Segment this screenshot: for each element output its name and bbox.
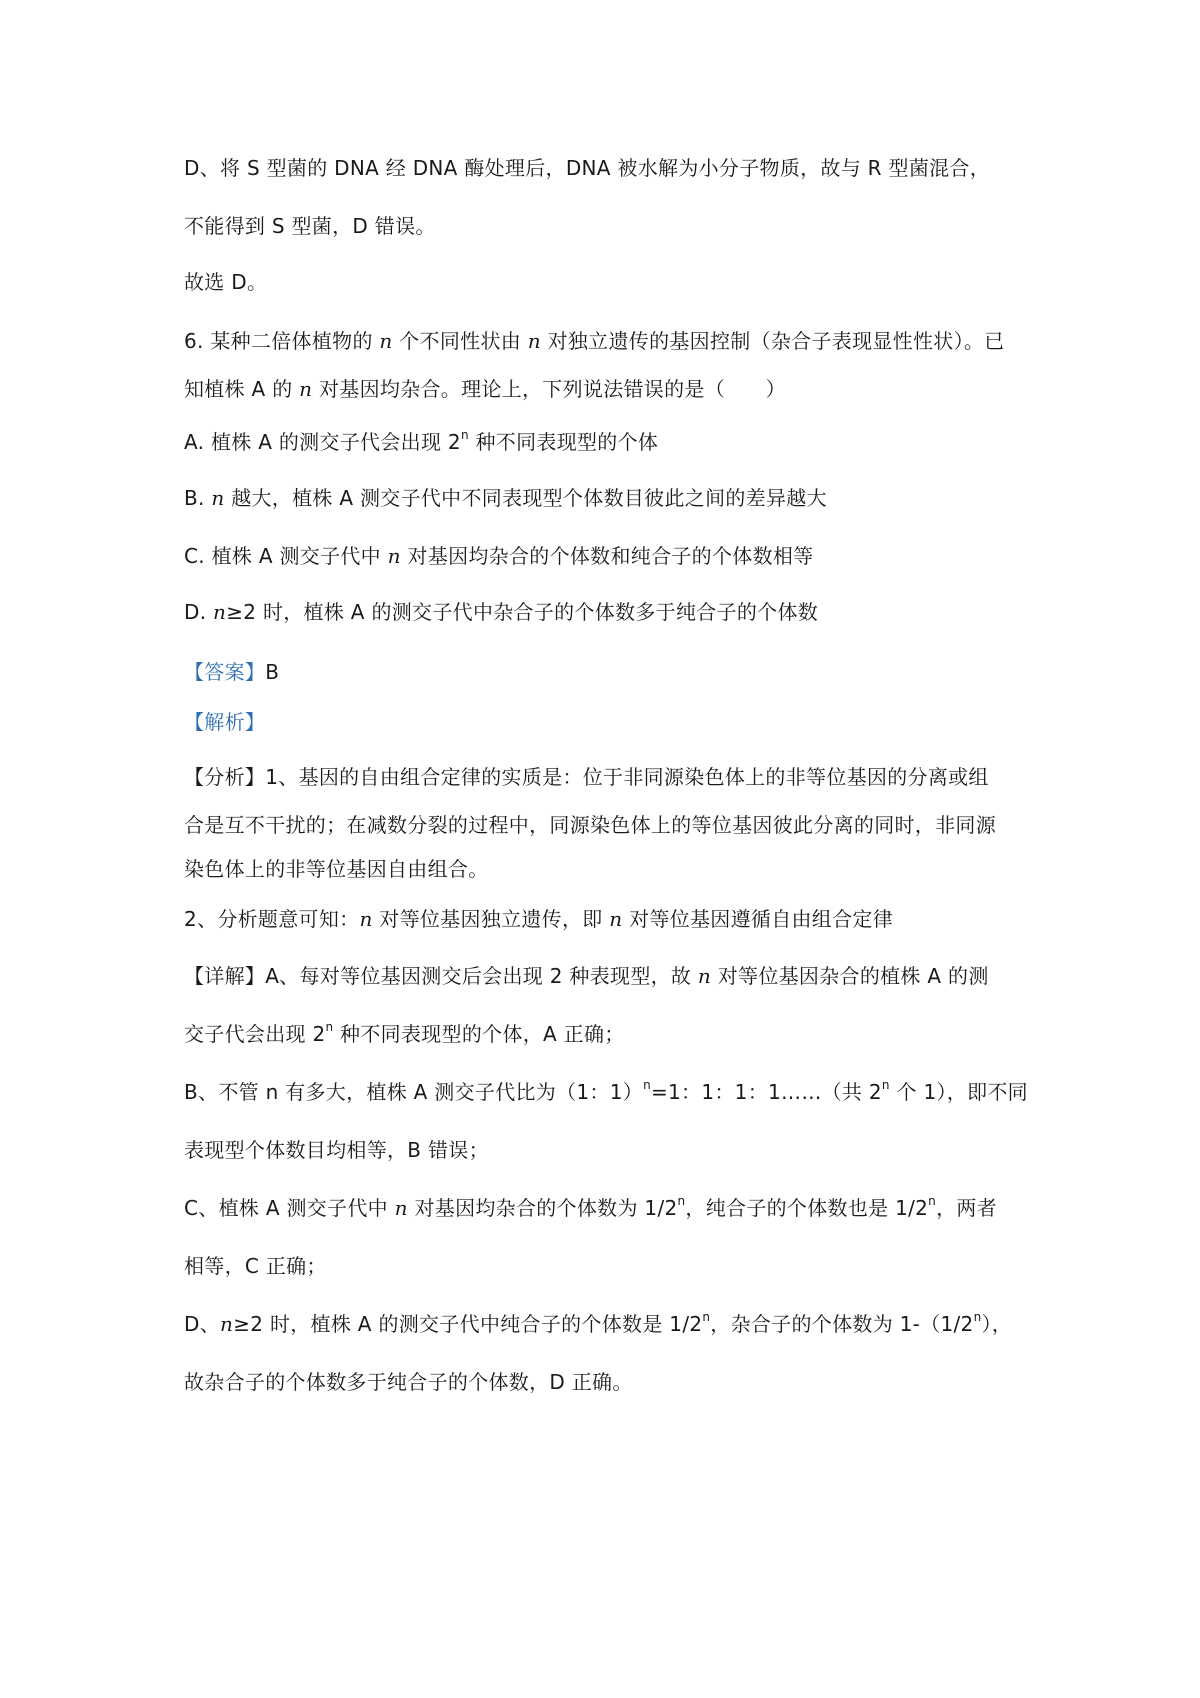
analysis-line1: 【分析】1、基因的自由组合定律的实质是：位于非同源染色体上的非等位基因的分离或组: [184, 765, 989, 789]
answer-tag: 【答案】: [184, 660, 266, 684]
text: 越大，植株 A 测交子代中不同表现型个体数目彼此之间的差异越大: [224, 486, 827, 510]
text: ，两者: [936, 1196, 997, 1220]
text: C. 植株 A 测交子代中: [184, 544, 388, 568]
variable-n: n: [211, 486, 225, 510]
option-c: [184, 542, 814, 570]
analysis-line4: [184, 905, 893, 933]
text: B.: [184, 486, 212, 510]
detail-c-line2: 相等，C 正确；: [184, 1254, 327, 1278]
option-d: [184, 598, 818, 626]
text: 对基因均杂合的个体数和纯合子的个体数相等: [400, 544, 814, 568]
text: D、: [184, 1312, 221, 1336]
variable-n: n: [220, 1312, 234, 1336]
superscript-n: n: [677, 1194, 686, 1209]
variable-n: n: [299, 377, 313, 401]
text: B、不管 n 有多大，植株 A 测交子代比为（1：1）: [184, 1080, 644, 1104]
option-a: [184, 428, 658, 456]
superscript-n: n: [460, 428, 469, 443]
text: 种不同表现型的个体: [468, 430, 659, 454]
detail-d-line2: 故杂合子的个体数多于纯合子的个体数，D 正确。: [184, 1370, 633, 1394]
detail-b-line1: [184, 1078, 1028, 1106]
analysis-tag: [184, 708, 265, 736]
text: 【详解】A、每对等位基因测交后会出现 2 种表现型，故: [184, 964, 698, 988]
text: 交子代会出现 2: [184, 1022, 326, 1046]
superscript-n: n: [643, 1078, 651, 1093]
detail-a-line1: [184, 962, 989, 990]
detail-c-line1: [184, 1194, 997, 1222]
question-stem-line2: [184, 375, 786, 403]
variable-n: n: [697, 964, 712, 988]
answer-line: [184, 658, 279, 686]
text: ），: [981, 1312, 1013, 1336]
text: 对基因均杂合的个体数为 1/2: [407, 1196, 678, 1220]
text: 对基因均杂合。理论上，下列说法错误的是（ ）: [312, 377, 786, 401]
text: ，纯合子的个体数也是 1/2: [685, 1196, 929, 1220]
superscript-n: n: [973, 1310, 982, 1325]
text: 个不同性状由: [392, 329, 528, 353]
prev-option-d-line1: D、将 S 型菌的 DNA 经 DNA 酶处理后，DNA 被水解为小分子物质，故与 R 型菌混合，: [184, 156, 991, 180]
text: 2、分析题意可知：: [184, 907, 360, 931]
text: A. 植株 A 的测交子代会出现 2: [184, 430, 461, 454]
variable-n: n: [387, 544, 401, 568]
superscript-n: n: [702, 1310, 711, 1325]
variable-n: n: [379, 329, 393, 353]
analysis-line2: 合是互不干扰的；在减数分裂的过程中，同源染色体上的等位基因彼此分离的同时，非同源: [184, 813, 996, 837]
variable-n: n: [394, 1196, 408, 1220]
variable-n: n: [527, 329, 541, 353]
text: 种不同表现型的个体，A 正确；: [333, 1022, 625, 1046]
text: 对等位基因杂合的植株 A 的测: [711, 964, 989, 988]
text: 6. 某种二倍体植物的: [184, 329, 380, 353]
superscript-n: n: [928, 1194, 937, 1209]
text: 对等位基因遵循自由组合定律: [622, 907, 893, 931]
detail-b-line2: 表现型个体数目均相等，B 错误；: [184, 1138, 489, 1162]
text: 知植株 A 的: [184, 377, 300, 401]
detail-d-line1: [184, 1310, 1012, 1338]
prev-conclusion: 故选 D。: [184, 270, 268, 294]
superscript-n: n: [325, 1020, 334, 1035]
text: =1：1：1：1……（共 2: [650, 1080, 882, 1104]
text: 对等位基因独立遗传，即: [372, 907, 610, 931]
analysis-line3: 染色体上的非等位基因自由组合。: [184, 857, 489, 881]
prev-option-d-line2: 不能得到 S 型菌，D 错误。: [184, 214, 436, 238]
variable-n: n: [609, 907, 623, 931]
analysis-tag-text: 【解析】: [184, 710, 266, 734]
variable-n: n: [213, 600, 227, 624]
text: 个 1），即不同: [889, 1080, 1028, 1104]
detail-a-line2: [184, 1020, 625, 1048]
text: D.: [184, 600, 214, 624]
text: ≥2 时，植株 A 的测交子代中杂合子的个体数多于纯合子的个体数: [226, 600, 819, 624]
text: ，杂合子的个体数为 1-（1/2: [710, 1312, 974, 1336]
answer-value: B: [265, 660, 280, 684]
text: 对独立遗传的基因控制（杂合子表现显性性状）。已: [540, 329, 1005, 353]
superscript-n: n: [881, 1078, 890, 1093]
text: C、植株 A 测交子代中: [184, 1196, 395, 1220]
question-stem-line1: [184, 327, 1004, 355]
variable-n: n: [359, 907, 373, 931]
text: ≥2 时，植株 A 的测交子代中纯合子的个体数是 1/2: [233, 1312, 703, 1336]
option-b: [184, 484, 827, 512]
